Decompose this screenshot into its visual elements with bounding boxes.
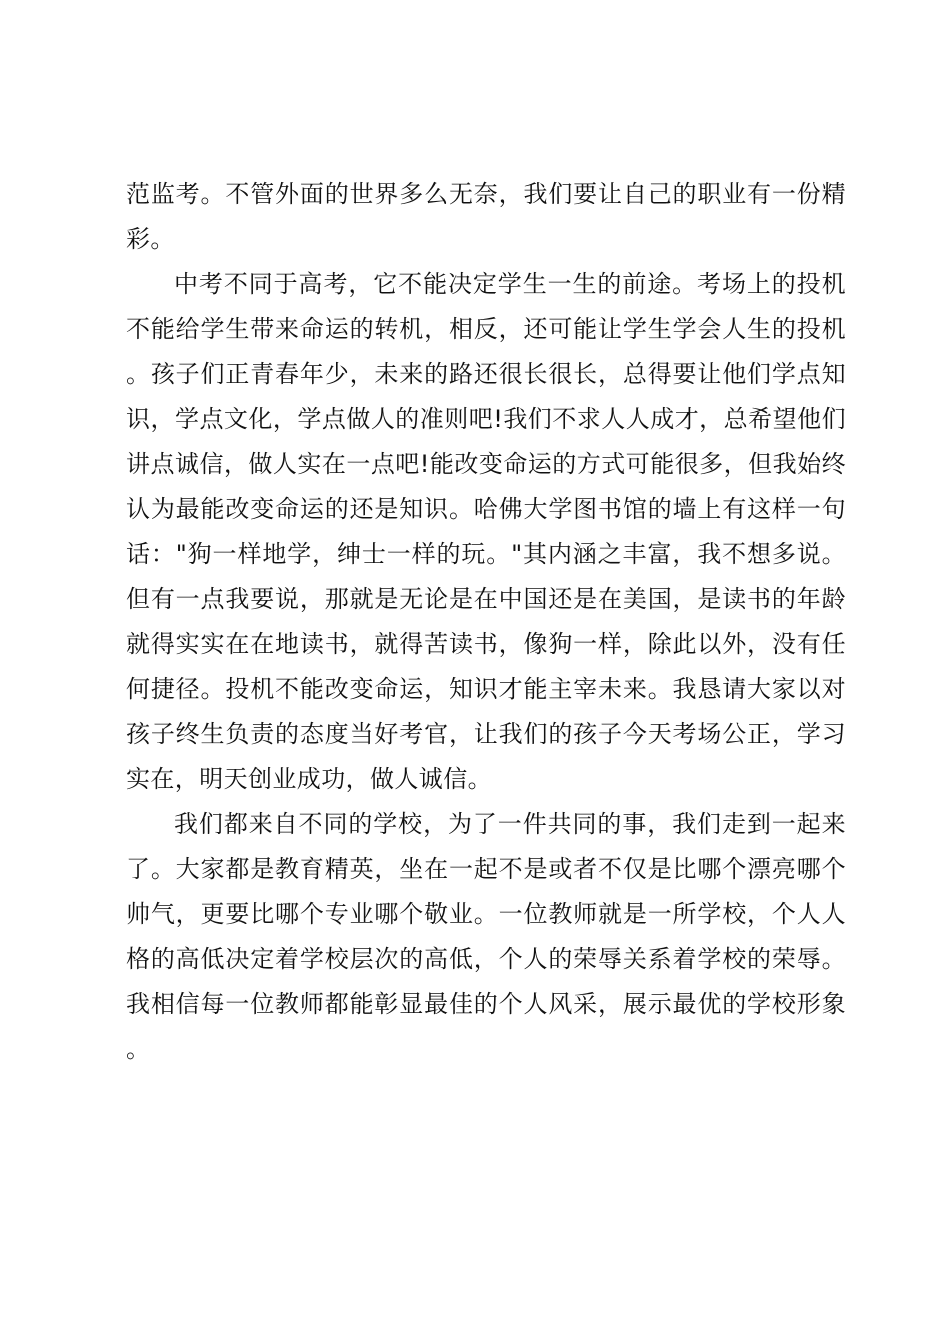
paragraph-1: 范监考。不管外面的世界多么无奈，我们要让自己的职业有一份精彩。 [126, 180, 846, 253]
paragraph-2: 中考不同于高考，它不能决定学生一生的前途。考场上的投机不能给学生带来命运的转机，相反，还可能让学生学会人生的投机。孩子们正青春年少，未来的路还很长很长，总得要让他们学点知识，学点文化，学点做人的准则吧!我们不求人人成才，总希望他们讲点诚信，做人实在一点吧!能改变命运的方式可能很多，但我始终认为最能改变命运的还是知识。哈佛大学图书馆的墙上有这样一句话："狗一样地学，绅士一样的玩。"其内涵之丰富，我不想多说。但有一点我要说，那就是无论是在中国还是在美国，是读书的年龄就得实实在在地读书，就得苦读书，像狗一样，除此以外，没有任何捷径。投机不能改变命运，知识才能主宰未来。我恳请大家以对孩子终生负责的态度当好考官，让我们的孩子今天考场公正，学习实在，明天创业成功，做人诚信。 [126, 270, 846, 793]
paragraph-3: 我们都来自不同的学校，为了一件共同的事，我们走到一起来了。大家都是教育精英，坐在一起不是或者不仅是比哪个漂亮哪个帅气，更要比哪个专业哪个敬业。一位教师就是一所学校，个人人格的高低决定着学校层次的高低，个人的荣辱关系着学校的荣辱。我相信每一位教师都能彰显最佳的个人风采，展示最优的学校形象。 [126, 810, 846, 1063]
document-body [126, 172, 846, 1072]
